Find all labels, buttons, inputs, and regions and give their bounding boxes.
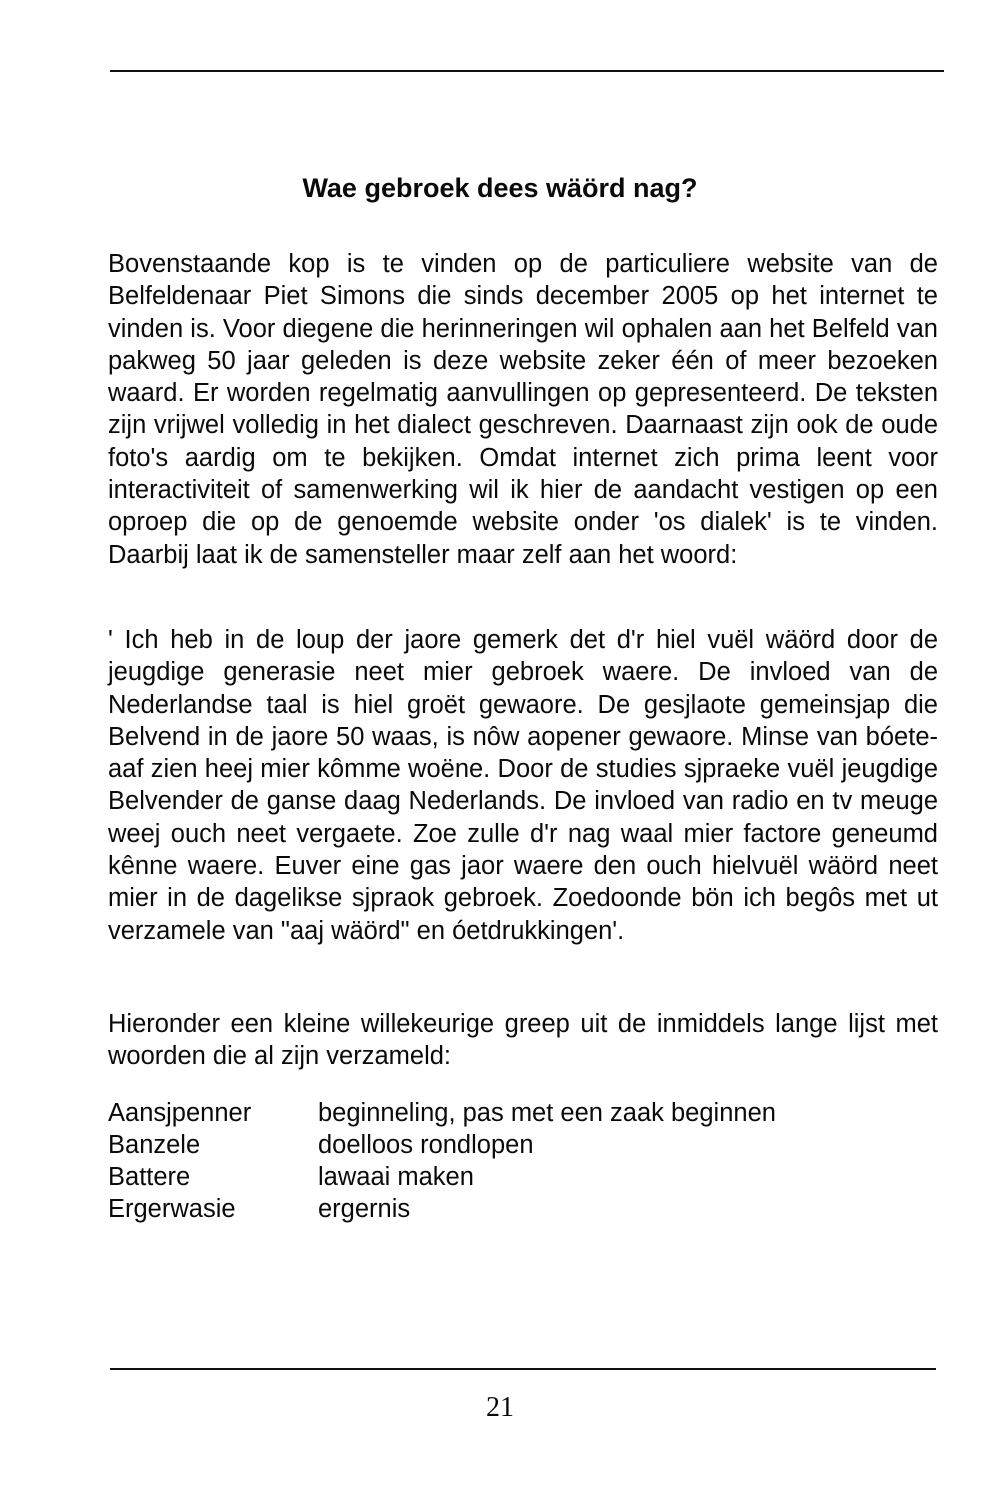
word-meaning: doelloos rondlopen [318, 1131, 534, 1159]
list-intro-paragraph: Hieronder een kleine willekeurige greep uit de inmiddels lange lijst met woorden die al zijn verzameld: [108, 1010, 938, 1071]
top-rule [110, 70, 944, 72]
word-list-item [108, 1129, 938, 1161]
word-list [108, 1097, 938, 1225]
word-term: Battere [108, 1163, 191, 1191]
word-list-item [108, 1097, 938, 1129]
word-term: Ergerwasie [108, 1195, 236, 1223]
bottom-rule [110, 1368, 936, 1370]
word-term: Banzele [108, 1131, 201, 1159]
word-term: Aansjpenner [108, 1099, 252, 1127]
word-meaning: ergernis [318, 1195, 411, 1223]
word-meaning: beginneling, pas met een zaak beginnen [318, 1099, 776, 1127]
page-title: Wae gebroek dees wäörd nag? [302, 173, 698, 203]
quoted-paragraph: ' Ich heb in de loup der jaore gemerk det d'r hiel vuël wäörd door de jeugdige generasie neet mier gebroek waere. De invloed van de Nederlandse taal is hiel groët gewaore. De gesjlaote gemeinsjap die Belvend in de jaore 50 waas, is nôw aopener gewaore. Minse van bóete-aaf zien heej mier kômme woëne. Door de studies sjpraeke vuël jeugdige Belvender de ganse daag Nederlands. De invloed van radio en tv meuge weej ouch neet vergaete. Zoe zulle d'r nag waal mier factore geneumd kênne waere. Euver eine gas jaor waere den ouch hielvuël wäörd neet mier in de dagelikse sjpraok gebroek. Zoedoonde bön ich begôs met ut verzamele van "aaj wäörd" en óetdrukkingen'. [108, 626, 938, 945]
word-meaning: lawaai maken [318, 1163, 474, 1191]
page-number: 21 [486, 1392, 514, 1423]
word-list-item [108, 1161, 938, 1193]
word-list-item [108, 1193, 938, 1225]
intro-paragraph: Bovenstaande kop is te vinden op de particuliere website van de Belfeldenaar Piet Simons die sinds december 2005 op het internet te vinden is. Voor diegene die herinneringen wil ophalen aan het Belfeld van pakweg 50 jaar geleden is deze website zeker één of meer bezoeken waard. Er worden regelmatig aanvullingen op gepresenteerd. De teksten zijn vrijwel volledig in het dialect geschreven. Daarnaast zijn ook de oude foto's aardig om te bekijken. Omdat internet zich prima leent voor interactiviteit of samenwerking wil ik hier de aandacht vestigen op een oproep die op de genoemde website onder 'os dialek' is te vinden. Daarbij laat ik de samensteller maar zelf aan het woord: [108, 250, 938, 569]
